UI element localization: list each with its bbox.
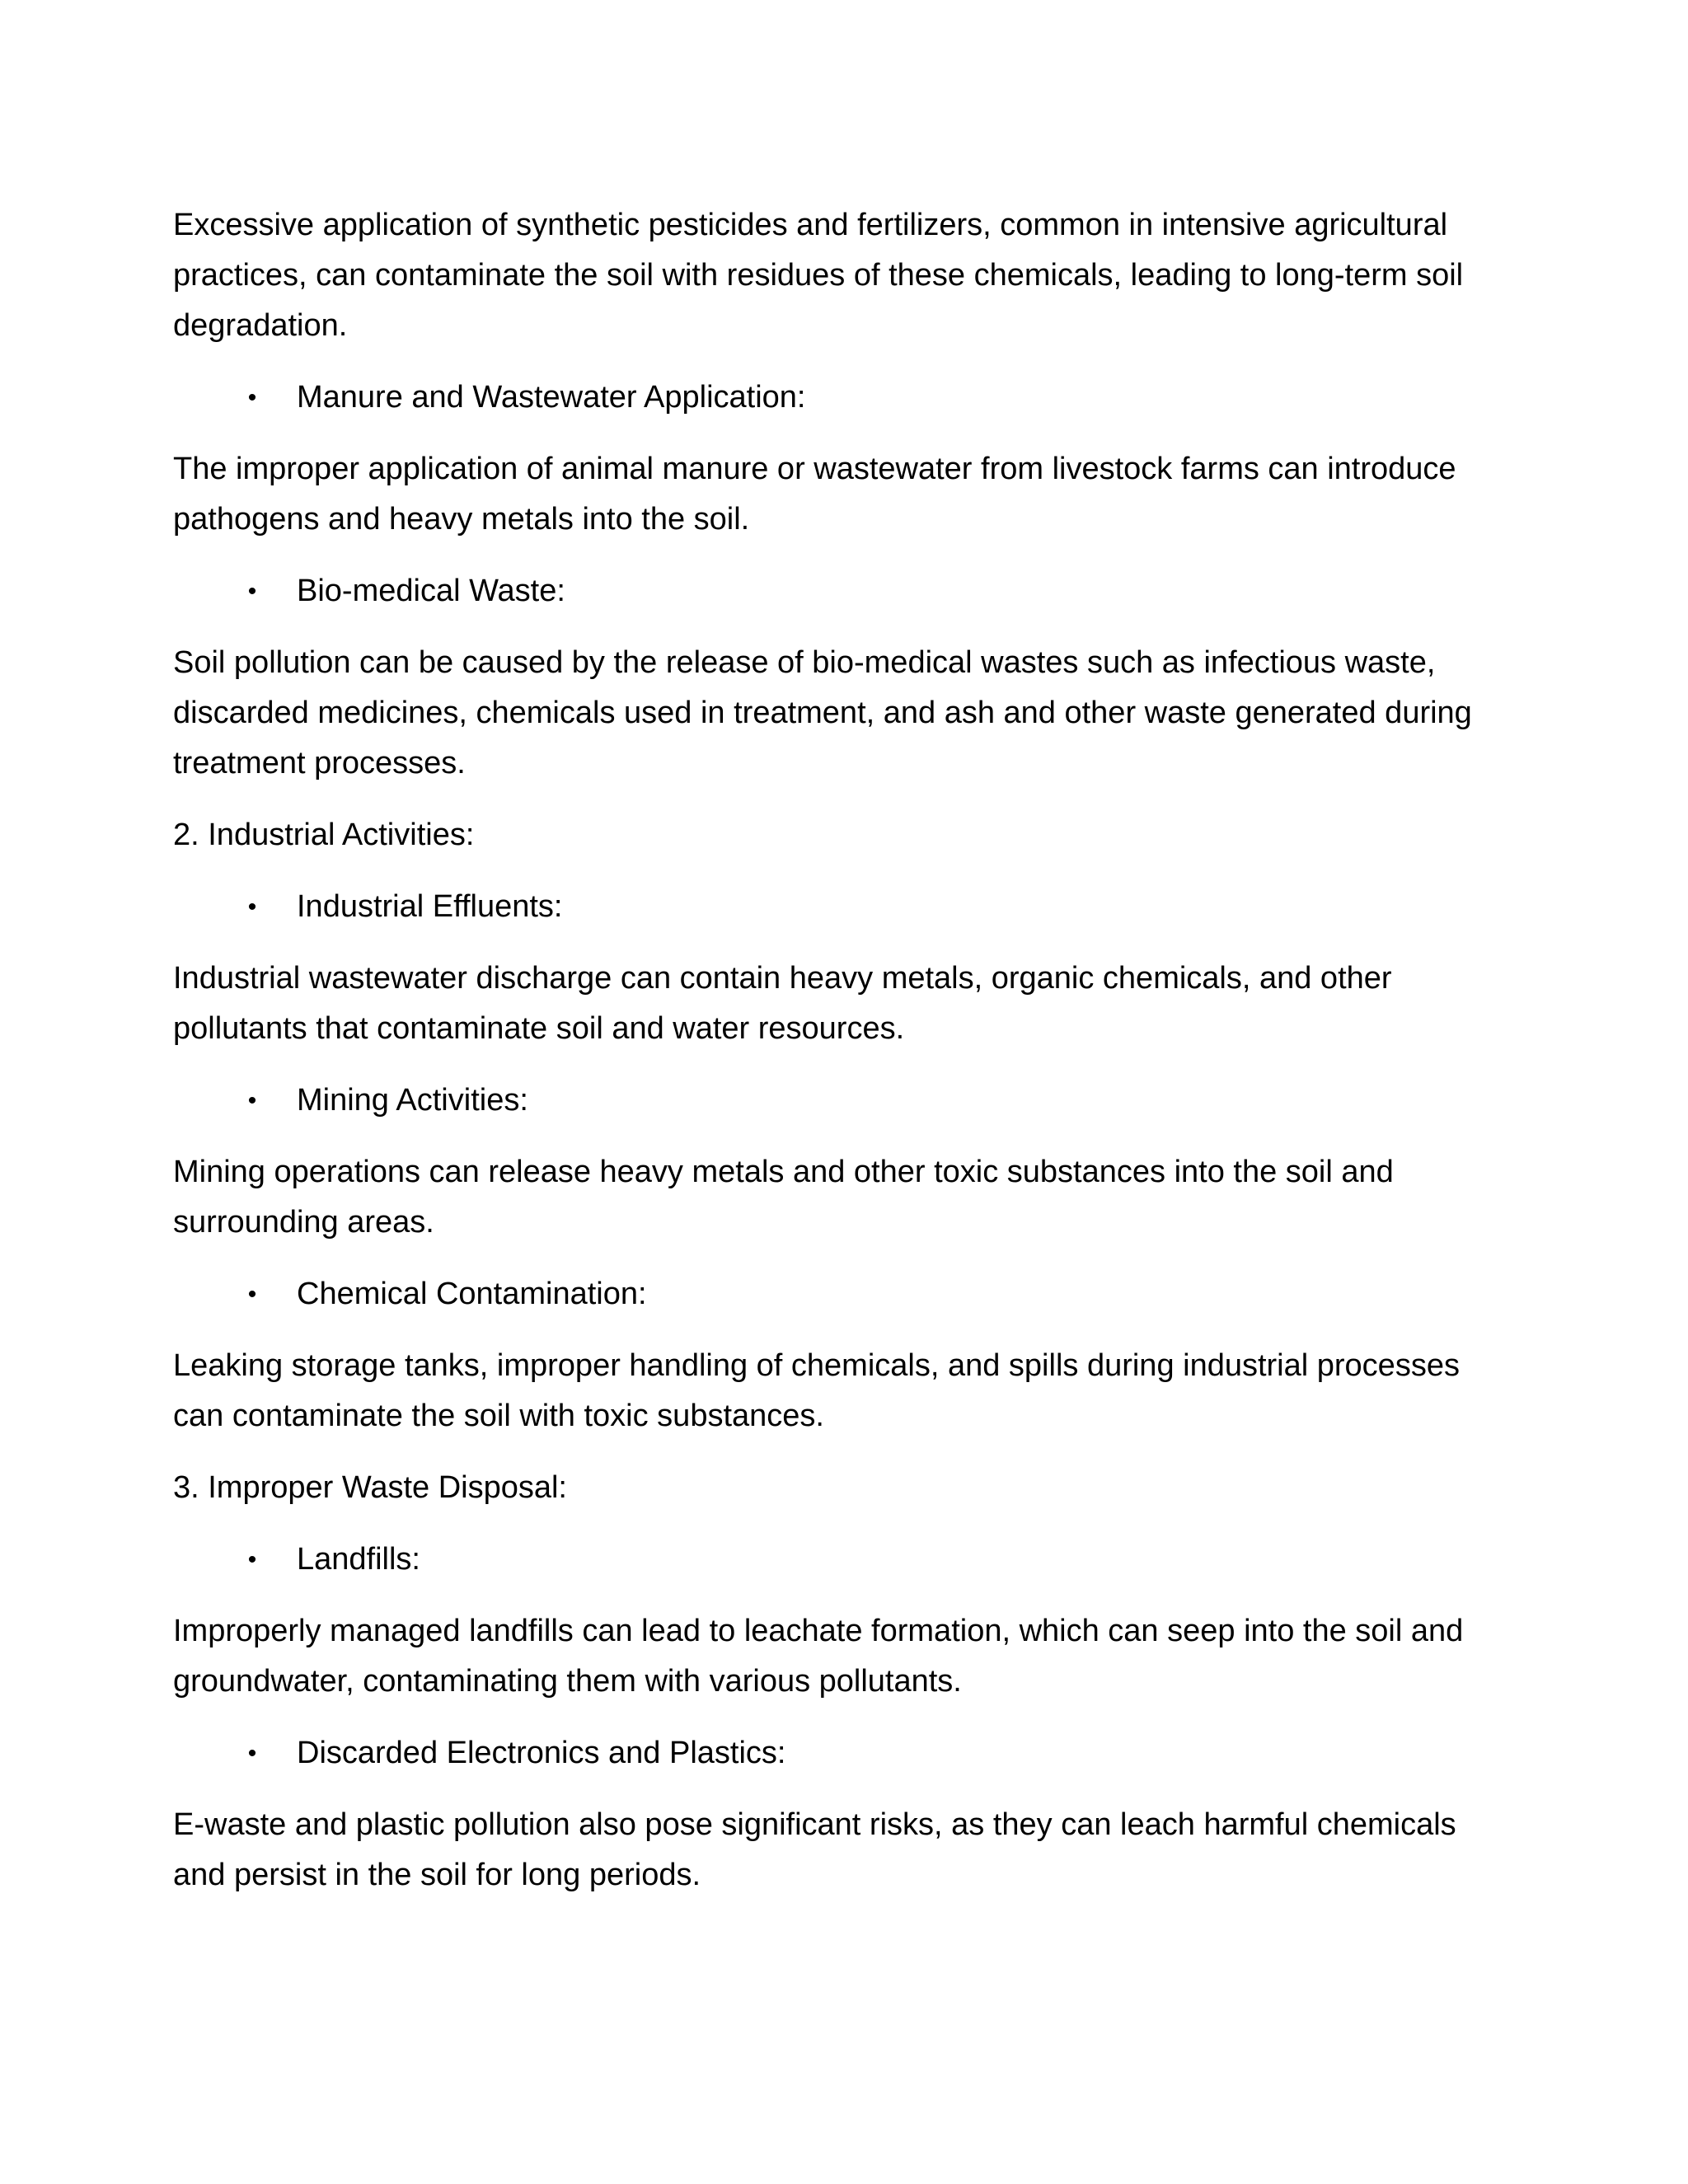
paragraph-effluents: Industrial wastewater discharge can contain heavy metals, organic chemicals, and other pollutants that contaminate soil and water resources. [173,961,1392,1046]
bullet-label: Manure and Wastewater Application: [297,380,806,415]
bullet-dot-icon: • [247,893,257,921]
bullet-dot-icon: • [247,1281,257,1308]
bullet-dot-icon: • [247,1740,257,1767]
bullet-dot-icon: • [247,578,257,605]
bullet-manure-wastewater [173,373,1508,423]
paragraph-mining: Mining operations can release heavy metals and other toxic substances into the soil and surrounding areas. [173,1155,1394,1240]
paragraph-chemical-application: Excessive application of synthetic pesticides and fertilizers, common in intensive agricultural practices, can contaminate the soil with residues of these chemicals, leading to long-term soil degradation. [173,208,1464,343]
bullet-label: Mining Activities: [297,1083,528,1118]
section-heading-waste-disposal: 3. Improper Waste Disposal: [173,1470,567,1505]
paragraph-manure: The improper application of animal manure or wastewater from livestock farms can introduce pathogens and heavy metals into the soil. [173,452,1456,537]
bullet-dot-icon: • [247,1546,257,1573]
paragraph-bio-medical: Soil pollution can be caused by the release of bio-medical wastes such as infectious waste, discarded medicines, chemicals used in treatment, and ash and other waste generated during treatment processes. [173,645,1472,780]
bullet-label: Discarded Electronics and Plastics: [297,1736,786,1770]
bullet-electronics-plastics [173,1728,1508,1779]
bullet-bio-medical-waste [173,566,1508,616]
bullet-industrial-effluents [173,882,1508,932]
document-body [173,200,1508,1922]
paragraph-landfills: Improperly managed landfills can lead to leachate formation, which can seep into the soil and groundwater, contaminating them with various pollutants. [173,1614,1464,1699]
bullet-dot-icon: • [247,384,257,411]
section-heading-industrial: 2. Industrial Activities: [173,818,475,852]
bullet-label: Bio-medical Waste: [297,574,565,608]
bullet-chemical-contamination [173,1269,1508,1319]
paragraph-chemical-contamination: Leaking storage tanks, improper handling of chemicals, and spills during industrial processes can contaminate the soil with toxic substances. [173,1348,1460,1433]
bullet-dot-icon: • [247,1087,257,1114]
bullet-label: Landfills: [297,1542,420,1577]
bullet-mining-activities [173,1076,1508,1126]
bullet-landfills [173,1535,1508,1585]
bullet-label: Chemical Contamination: [297,1277,647,1311]
bullet-label: Industrial Effluents: [297,889,563,924]
paragraph-electronics-plastics: E-waste and plastic pollution also pose significant risks, as they can leach harmful chemicals and persist in the soil for long periods. [173,1807,1456,1892]
